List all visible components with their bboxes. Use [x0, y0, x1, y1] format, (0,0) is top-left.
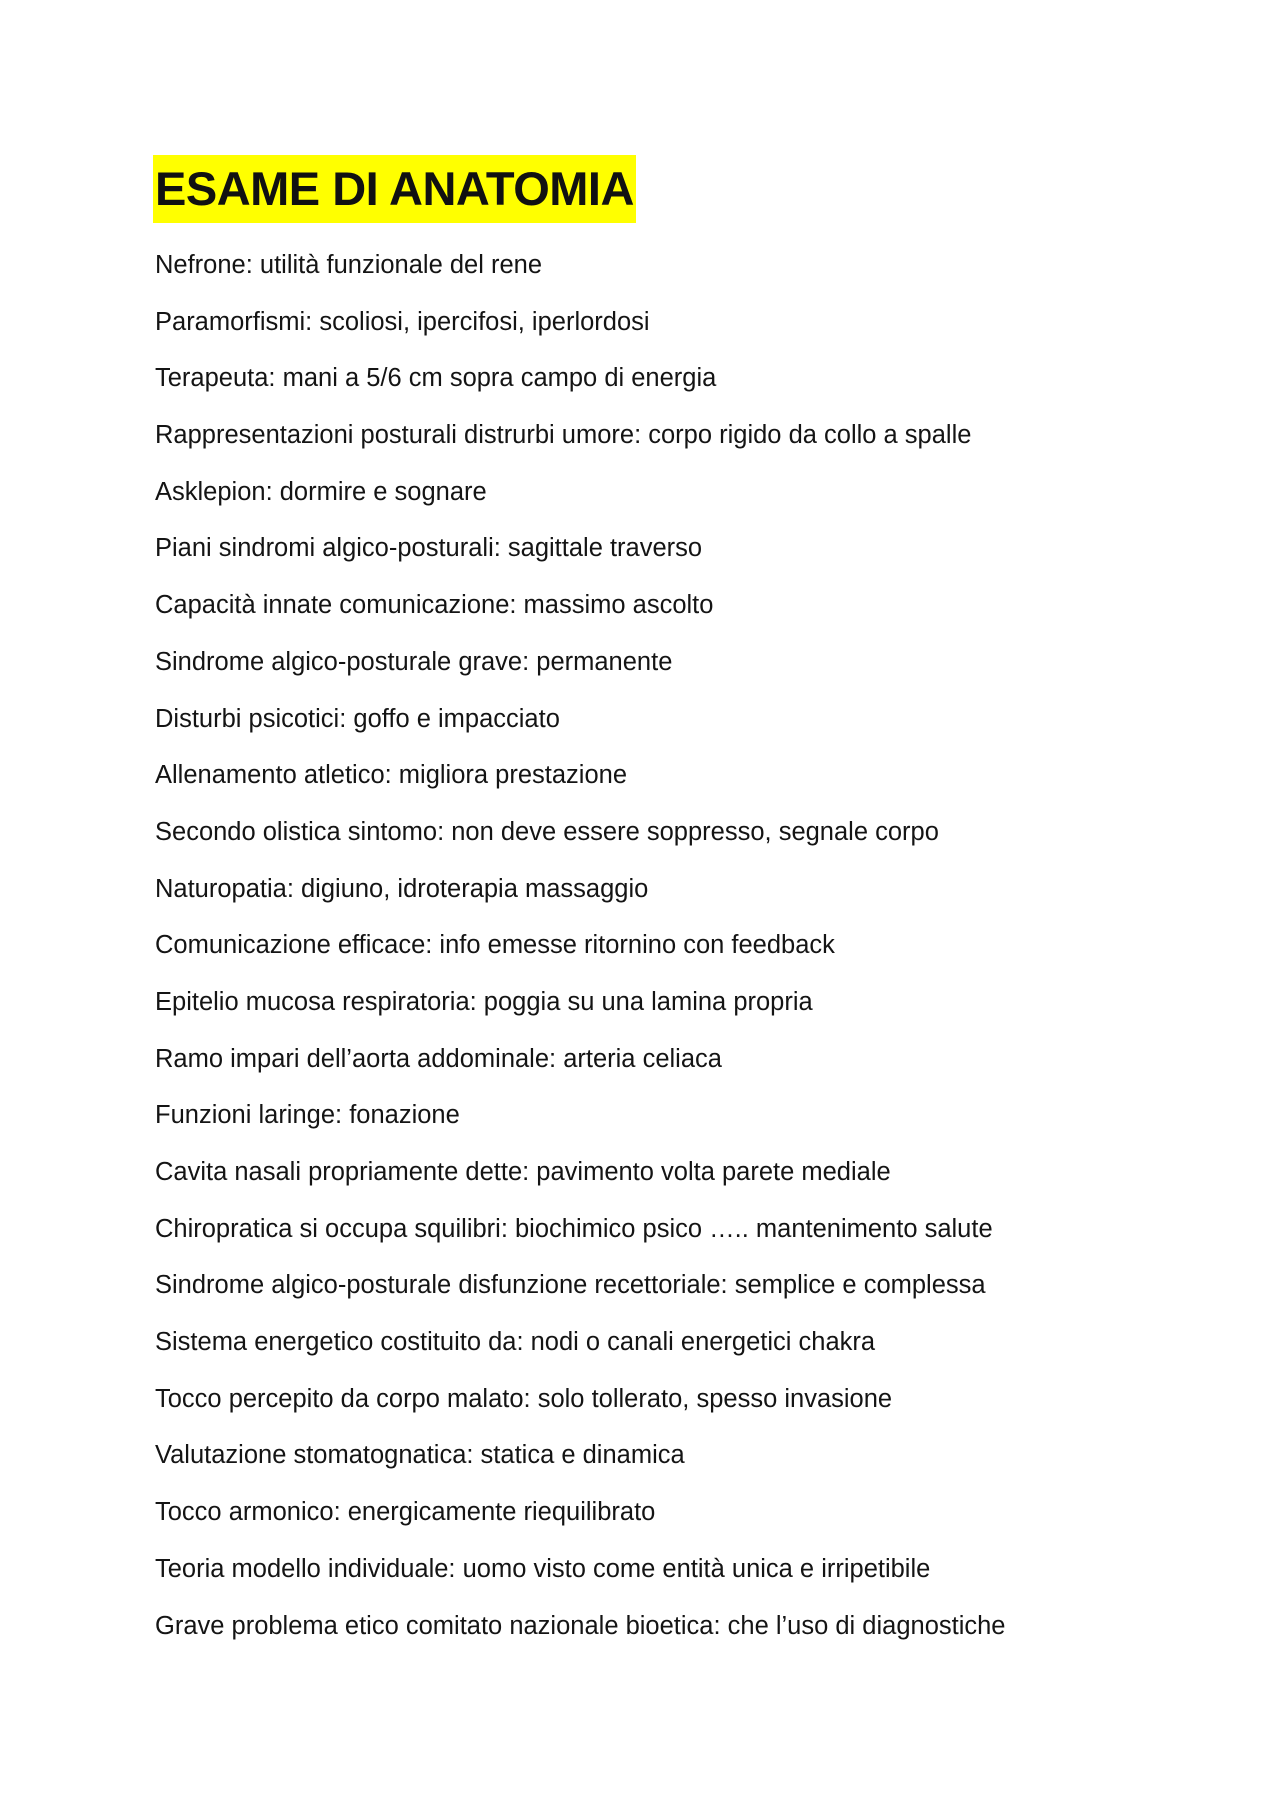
- note-line: Sindrome algico-posturale grave: permanente: [155, 647, 673, 676]
- note-line: Disturbi psicotici: goffo e impacciato: [155, 704, 560, 733]
- note-line: Valutazione stomatognatica: statica e dinamica: [155, 1441, 685, 1470]
- note-line: Grave problema etico comitato nazionale bioetica: che l’uso di diagnostiche: [155, 1611, 1006, 1640]
- note-line: Terapeuta: mani a 5/6 cm sopra campo di energia: [155, 364, 717, 393]
- note-line: Epitelio mucosa respiratoria: poggia su una lamina propria: [155, 987, 813, 1016]
- note-line: Paramorfismi: scoliosi, ipercifosi, iperlordosi: [155, 307, 650, 336]
- note-line: Tocco percepito da corpo malato: solo tollerato, spesso invasione: [155, 1384, 893, 1413]
- title-highlight: [153, 155, 636, 223]
- note-line: Piani sindromi algico-posturali: sagittale traverso: [155, 534, 703, 563]
- note-line: Ramo impari dell’aorta addominale: arteria celiaca: [155, 1044, 722, 1073]
- note-line: Nefrone: utilità funzionale del rene: [155, 251, 542, 279]
- note-line: Sindrome algico-posturale disfunzione recettoriale: semplice e complessa: [155, 1271, 986, 1300]
- note-line: Funzioni laringe: fonazione: [155, 1101, 460, 1130]
- note-line: Rappresentazioni posturali distrurbi umore: corpo rigido da collo a spalle: [155, 421, 972, 450]
- notes-list: [155, 243, 1215, 1660]
- note-line: Sistema energetico costituito da: nodi o canali energetici chakra: [155, 1328, 876, 1357]
- note-line: Tocco armonico: energicamente riequilibrato: [155, 1498, 656, 1527]
- note-line: Chiropratica si occupa squilibri: biochimico psico ….. mantenimento salute: [155, 1214, 993, 1243]
- page-title: ESAME DI ANATOMIA: [155, 162, 634, 215]
- note-line: Teoria modello individuale: uomo visto come entità unica e irripetibile: [155, 1554, 931, 1583]
- note-line: Secondo olistica sintomo: non deve essere soppresso, segnale corpo: [155, 817, 939, 846]
- note-line: Allenamento atletico: migliora prestazione: [155, 761, 627, 790]
- note-line: Comunicazione efficace: info emesse ritornino con feedback: [155, 931, 835, 960]
- note-line: Naturopatia: digiuno, idroterapia massaggio: [155, 874, 649, 903]
- note-line: Cavita nasali propriamente dette: pavimento volta parete mediale: [155, 1158, 891, 1186]
- note-line: Asklepion: dormire e sognare: [155, 477, 487, 506]
- note-line: Capacità innate comunicazione: massimo ascolto: [155, 591, 714, 620]
